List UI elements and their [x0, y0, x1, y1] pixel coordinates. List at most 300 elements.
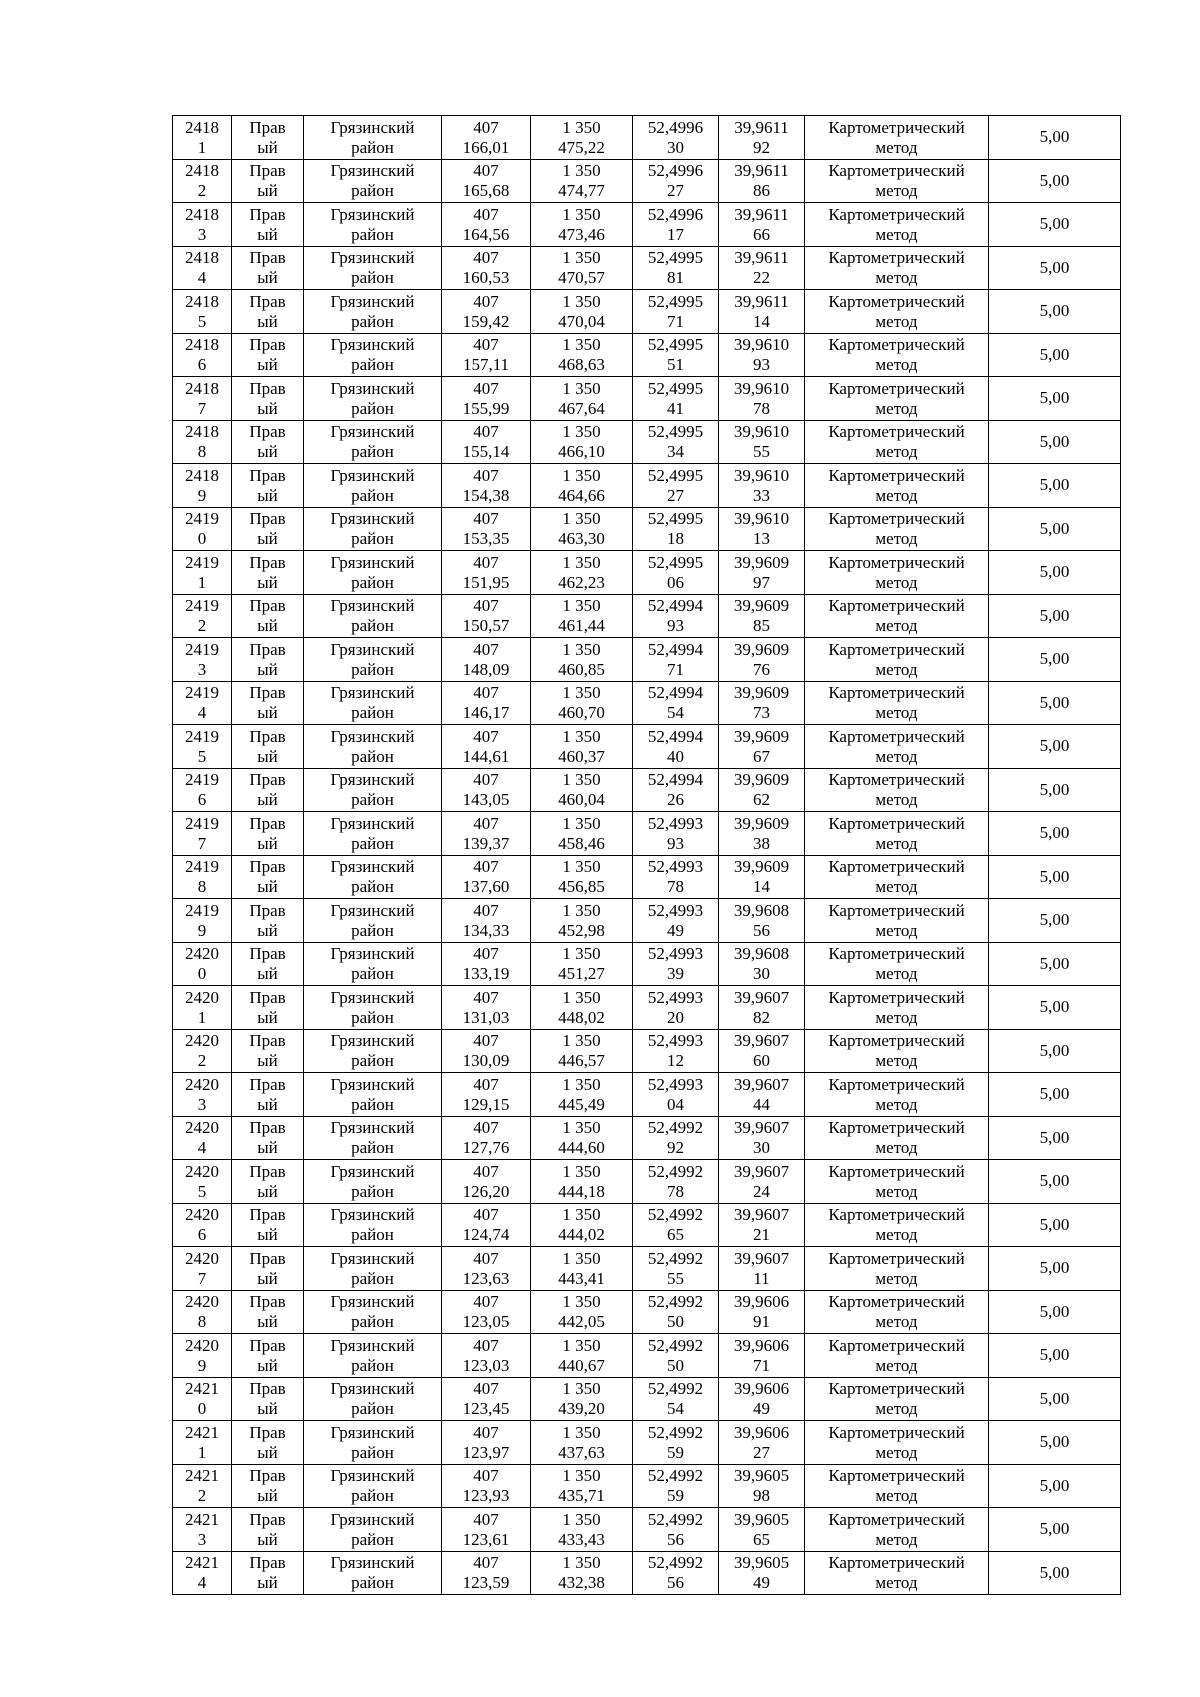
cell-text: 52,4992: [647, 1466, 704, 1486]
coord-x-cell: [442, 638, 531, 682]
method-cell: [805, 986, 989, 1030]
point-number-cell: [173, 377, 232, 421]
cell-text: район: [351, 311, 394, 331]
cell-text: 1 350: [562, 857, 601, 877]
cell-text: Прав: [249, 639, 286, 659]
latitude-cell: [633, 725, 719, 769]
cell-text: район: [351, 659, 394, 679]
table-row: [173, 464, 1121, 508]
cell-text: Прав: [249, 1422, 286, 1442]
cell-text: 2: [197, 181, 207, 201]
point-number-cell: [173, 203, 232, 247]
cell-text: Картометрический: [828, 857, 965, 877]
longitude-cell: [719, 551, 805, 595]
cell-text: Картометрический: [828, 1205, 965, 1225]
method-cell: [805, 507, 989, 551]
cell-text: 59: [667, 1486, 684, 1506]
cell-text: 460,04: [558, 790, 605, 810]
method-cell: [805, 638, 989, 682]
cell-text: метод: [875, 1486, 918, 1506]
cell-text: 93: [667, 833, 684, 853]
district-cell: [304, 1334, 442, 1378]
point-number-cell: [173, 986, 232, 1030]
cell-text: 1 350: [562, 117, 601, 137]
method-cell: [805, 1160, 989, 1204]
cell-text: Картометрический: [828, 204, 965, 224]
cell-text: 52,4995: [647, 291, 704, 311]
cell-text: 39,9605: [733, 1509, 790, 1529]
cell-text: 407: [473, 465, 499, 485]
district-cell: [304, 986, 442, 1030]
method-cell: [805, 377, 989, 421]
cell-text: 407: [473, 1031, 499, 1051]
cell-text: Грязинский: [330, 944, 415, 964]
accuracy-cell: [989, 681, 1121, 725]
cell-text: 9: [197, 485, 207, 505]
cell-text: район: [351, 616, 394, 636]
cell-text: 144,61: [462, 746, 510, 766]
longitude-cell: [719, 1247, 805, 1291]
cell-text: 5: [197, 311, 207, 331]
cell-text: метод: [875, 790, 918, 810]
coord-y-cell: [531, 1073, 633, 1117]
cell-text: 473,46: [558, 224, 605, 244]
cell-text: Грязинский: [330, 1118, 415, 1138]
point-number-cell: [173, 812, 232, 856]
coord-y-cell: [531, 1464, 633, 1508]
cell-text: 52,4996: [647, 161, 704, 181]
cell-text: 38: [753, 833, 770, 853]
cell-text: 407: [473, 1335, 499, 1355]
latitude-cell: [633, 420, 719, 464]
latitude-cell: [633, 594, 719, 638]
district-cell: [304, 1551, 442, 1595]
cell-text: Прав: [249, 465, 286, 485]
cell-text: 129,15: [462, 1094, 510, 1114]
cell-text: 50: [667, 1355, 684, 1375]
cell-text: 39,9610: [733, 335, 790, 355]
coord-x-cell: [442, 681, 531, 725]
table-row: [173, 1290, 1121, 1334]
cell-text: Картометрический: [828, 987, 965, 1007]
cell-text: 5,00: [1039, 649, 1070, 669]
cell-text: район: [351, 1181, 394, 1201]
cell-text: Картометрический: [828, 596, 965, 616]
cell-text: 468,63: [558, 355, 605, 375]
district-cell: [304, 1508, 442, 1552]
cell-text: метод: [875, 572, 918, 592]
cell-text: 91: [753, 1312, 770, 1332]
cell-text: район: [351, 920, 394, 940]
cell-text: Картометрический: [828, 1466, 965, 1486]
latitude-cell: [633, 855, 719, 899]
table-row: [173, 1073, 1121, 1117]
district-cell: [304, 1073, 442, 1117]
bank-side-cell: [232, 290, 304, 334]
cell-text: район: [351, 1051, 394, 1071]
coord-x-cell: [442, 551, 531, 595]
latitude-cell: [633, 377, 719, 421]
point-number-cell: [173, 290, 232, 334]
cell-text: 39,9611: [734, 204, 789, 224]
cell-text: 407: [473, 1379, 499, 1399]
accuracy-cell: [989, 986, 1121, 1030]
cell-text: 5,00: [1039, 1127, 1070, 1147]
cell-text: метод: [875, 833, 918, 853]
longitude-cell: [719, 464, 805, 508]
cell-text: 20: [667, 1007, 684, 1027]
cell-text: 5,00: [1039, 257, 1070, 277]
table-body: [173, 116, 1121, 1595]
cell-text: район: [351, 1355, 394, 1375]
cell-text: Грязинский: [330, 1553, 415, 1573]
cell-text: 39,9610: [733, 509, 790, 529]
cell-text: 155,99: [462, 398, 510, 418]
coord-x-cell: [442, 594, 531, 638]
longitude-cell: [719, 420, 805, 464]
cell-text: 143,05: [462, 790, 510, 810]
point-number-cell: [173, 246, 232, 290]
bank-side-cell: [232, 986, 304, 1030]
cell-text: 407: [473, 422, 499, 442]
cell-text: 151,95: [462, 572, 510, 592]
cell-text: 464,66: [558, 485, 605, 505]
bank-side-cell: [232, 551, 304, 595]
cell-text: 1 350: [562, 1553, 601, 1573]
cell-text: 123,61: [462, 1529, 510, 1549]
cell-text: 52,4992: [647, 1205, 704, 1225]
cell-text: 52,4993: [647, 900, 704, 920]
cell-text: 1 350: [562, 813, 601, 833]
cell-text: 39,9608: [733, 900, 790, 920]
cell-text: 2420: [185, 1074, 219, 1094]
cell-text: Картометрический: [828, 1509, 965, 1529]
coord-y-cell: [531, 159, 633, 203]
cell-text: 73: [753, 703, 770, 723]
cell-text: 3: [197, 659, 207, 679]
bank-side-cell: [232, 1421, 304, 1465]
cell-text: 93: [753, 355, 770, 375]
cell-text: ый: [257, 1486, 278, 1506]
cell-text: 14: [753, 311, 770, 331]
longitude-cell: [719, 1203, 805, 1247]
cell-text: Прав: [249, 161, 286, 181]
cell-text: 82: [753, 1007, 770, 1027]
coord-y-cell: [531, 855, 633, 899]
coord-x-cell: [442, 1160, 531, 1204]
cell-text: 435,71: [558, 1486, 605, 1506]
cell-text: 52,4995: [647, 509, 704, 529]
cell-text: 30: [753, 1138, 770, 1158]
coord-x-cell: [442, 1551, 531, 1595]
cell-text: ый: [257, 268, 278, 288]
cell-text: 52,4994: [647, 726, 704, 746]
cell-text: 5,00: [1039, 214, 1070, 234]
cell-text: 407: [473, 1074, 499, 1094]
point-number-cell: [173, 159, 232, 203]
cell-text: Прав: [249, 1335, 286, 1355]
cell-text: Прав: [249, 770, 286, 790]
cell-text: 2420: [185, 987, 219, 1007]
cell-text: 2418: [185, 204, 219, 224]
coord-y-cell: [531, 1116, 633, 1160]
cell-text: 81: [667, 268, 684, 288]
coord-y-cell: [531, 1508, 633, 1552]
cell-text: 2419: [185, 857, 219, 877]
latitude-cell: [633, 942, 719, 986]
bank-side-cell: [232, 333, 304, 377]
accuracy-cell: [989, 333, 1121, 377]
cell-text: метод: [875, 659, 918, 679]
cell-text: Прав: [249, 726, 286, 746]
cell-text: метод: [875, 1573, 918, 1593]
cell-text: 5,00: [1039, 692, 1070, 712]
bank-side-cell: [232, 420, 304, 464]
district-cell: [304, 1160, 442, 1204]
cell-text: Грязинский: [330, 770, 415, 790]
cell-text: 39,9607: [733, 1118, 790, 1138]
cell-text: Картометрический: [828, 552, 965, 572]
coord-y-cell: [531, 986, 633, 1030]
cell-text: 2419: [185, 509, 219, 529]
cell-text: 30: [753, 964, 770, 984]
cell-text: 2418: [185, 422, 219, 442]
coord-y-cell: [531, 290, 633, 334]
latitude-cell: [633, 1377, 719, 1421]
point-number-cell: [173, 1508, 232, 1552]
cell-text: 2418: [185, 335, 219, 355]
point-number-cell: [173, 420, 232, 464]
method-cell: [805, 1203, 989, 1247]
latitude-cell: [633, 768, 719, 812]
cell-text: Картометрический: [828, 1379, 965, 1399]
cell-text: 407: [473, 248, 499, 268]
cell-text: 123,59: [462, 1573, 510, 1593]
cell-text: ый: [257, 224, 278, 244]
longitude-cell: [719, 899, 805, 943]
cell-text: 123,97: [462, 1442, 510, 1462]
cell-text: 30: [667, 137, 684, 157]
cell-text: метод: [875, 398, 918, 418]
cell-text: ый: [257, 1355, 278, 1375]
cell-text: Грязинский: [330, 857, 415, 877]
point-number-cell: [173, 1334, 232, 1378]
cell-text: район: [351, 268, 394, 288]
coord-x-cell: [442, 1073, 531, 1117]
cell-text: 9: [197, 920, 207, 940]
point-number-cell: [173, 1116, 232, 1160]
cell-text: 39,9609: [733, 857, 790, 877]
table-row: [173, 1464, 1121, 1508]
cell-text: ый: [257, 1442, 278, 1462]
cell-text: 444,60: [558, 1138, 605, 1158]
coord-x-cell: [442, 290, 531, 334]
cell-text: 1 350: [562, 1422, 601, 1442]
table-row: [173, 159, 1121, 203]
cell-text: 39,9611: [734, 291, 789, 311]
cell-text: 39,9605: [733, 1466, 790, 1486]
cell-text: 407: [473, 509, 499, 529]
cell-text: Прав: [249, 857, 286, 877]
table-row: [173, 1160, 1121, 1204]
cell-text: 52,4992: [647, 1335, 704, 1355]
cell-text: 49: [753, 1399, 770, 1419]
cell-text: 5,00: [1039, 1084, 1070, 1104]
cell-text: 5,00: [1039, 1171, 1070, 1191]
cell-text: 2420: [185, 1292, 219, 1312]
cell-text: 40: [667, 746, 684, 766]
table-row: [173, 1029, 1121, 1073]
bank-side-cell: [232, 1551, 304, 1595]
district-cell: [304, 333, 442, 377]
cell-text: Грязинский: [330, 1335, 415, 1355]
cell-text: 39,9611: [734, 248, 789, 268]
cell-text: 52,4996: [647, 117, 704, 137]
method-cell: [805, 1334, 989, 1378]
cell-text: 407: [473, 378, 499, 398]
cell-text: 2419: [185, 770, 219, 790]
cell-text: 2420: [185, 1031, 219, 1051]
coord-y-cell: [531, 768, 633, 812]
cell-text: 7: [197, 1268, 207, 1288]
cell-text: район: [351, 703, 394, 723]
longitude-cell: [719, 507, 805, 551]
method-cell: [805, 420, 989, 464]
coord-y-cell: [531, 942, 633, 986]
district-cell: [304, 116, 442, 160]
cell-text: ый: [257, 659, 278, 679]
table-row: [173, 855, 1121, 899]
cell-text: район: [351, 529, 394, 549]
method-cell: [805, 551, 989, 595]
cell-text: 39,9611: [734, 161, 789, 181]
cell-text: 5,00: [1039, 431, 1070, 451]
coord-x-cell: [442, 1203, 531, 1247]
cell-text: район: [351, 1442, 394, 1462]
cell-text: 407: [473, 117, 499, 137]
method-cell: [805, 1421, 989, 1465]
cell-text: 52,4996: [647, 204, 704, 224]
cell-text: 5,00: [1039, 736, 1070, 756]
cell-text: 39,9610: [733, 465, 790, 485]
latitude-cell: [633, 1203, 719, 1247]
coord-y-cell: [531, 638, 633, 682]
cell-text: 22: [753, 268, 770, 288]
bank-side-cell: [232, 855, 304, 899]
cell-text: Картометрический: [828, 1422, 965, 1442]
table-row: [173, 1116, 1121, 1160]
cell-text: 56: [667, 1529, 684, 1549]
coord-x-cell: [442, 1508, 531, 1552]
cell-text: Прав: [249, 1031, 286, 1051]
cell-text: 62: [753, 790, 770, 810]
cell-text: 59: [667, 1442, 684, 1462]
point-number-cell: [173, 942, 232, 986]
cell-text: метод: [875, 355, 918, 375]
cell-text: 1 350: [562, 1335, 601, 1355]
cell-text: 1 350: [562, 1031, 601, 1051]
cell-text: 407: [473, 944, 499, 964]
cell-text: 52,4995: [647, 335, 704, 355]
cell-text: 52,4994: [647, 596, 704, 616]
accuracy-cell: [989, 1073, 1121, 1117]
cell-text: 146,17: [462, 703, 510, 723]
cell-text: Картометрический: [828, 639, 965, 659]
cell-text: район: [351, 1094, 394, 1114]
method-cell: [805, 333, 989, 377]
longitude-cell: [719, 246, 805, 290]
cell-text: Прав: [249, 1466, 286, 1486]
longitude-cell: [719, 290, 805, 334]
latitude-cell: [633, 638, 719, 682]
bank-side-cell: [232, 1073, 304, 1117]
longitude-cell: [719, 725, 805, 769]
accuracy-cell: [989, 1116, 1121, 1160]
cell-text: 466,10: [558, 442, 605, 462]
cell-text: 4: [197, 268, 207, 288]
cell-text: метод: [875, 1225, 918, 1245]
cell-text: район: [351, 181, 394, 201]
cell-text: 52,4995: [647, 552, 704, 572]
district-cell: [304, 1203, 442, 1247]
cell-text: 1 350: [562, 422, 601, 442]
accuracy-cell: [989, 464, 1121, 508]
latitude-cell: [633, 507, 719, 551]
cell-text: 2419: [185, 596, 219, 616]
cell-text: 2421: [185, 1509, 219, 1529]
table-row: [173, 1203, 1121, 1247]
cell-text: ый: [257, 1138, 278, 1158]
cell-text: 407: [473, 1422, 499, 1442]
cell-text: 86: [753, 181, 770, 201]
coord-y-cell: [531, 1160, 633, 1204]
bank-side-cell: [232, 116, 304, 160]
cell-text: Картометрический: [828, 378, 965, 398]
coord-y-cell: [531, 1334, 633, 1378]
district-cell: [304, 1464, 442, 1508]
cell-text: 3: [197, 1529, 207, 1549]
cell-text: 1 350: [562, 378, 601, 398]
cell-text: метод: [875, 311, 918, 331]
cell-text: 39,9608: [733, 944, 790, 964]
cell-text: ый: [257, 529, 278, 549]
cell-text: 39,9607: [733, 1205, 790, 1225]
bank-side-cell: [232, 725, 304, 769]
cell-text: 2418: [185, 161, 219, 181]
cell-text: 5,00: [1039, 170, 1070, 190]
cell-text: Грязинский: [330, 335, 415, 355]
longitude-cell: [719, 1464, 805, 1508]
accuracy-cell: [989, 1421, 1121, 1465]
cell-text: 50: [667, 1312, 684, 1332]
cell-text: 5,00: [1039, 823, 1070, 843]
cell-text: 3: [197, 1094, 207, 1114]
cell-text: 123,63: [462, 1268, 510, 1288]
table-row: [173, 812, 1121, 856]
cell-text: метод: [875, 1312, 918, 1332]
cell-text: 442,05: [558, 1312, 605, 1332]
bank-side-cell: [232, 1029, 304, 1073]
cell-text: 2420: [185, 1248, 219, 1268]
cell-text: 71: [667, 659, 684, 679]
cell-text: 39,9609: [733, 552, 790, 572]
cell-text: 139,37: [462, 833, 510, 853]
cell-text: 131,03: [462, 1007, 510, 1027]
cell-text: район: [351, 398, 394, 418]
cell-text: метод: [875, 616, 918, 636]
cell-text: 52,4994: [647, 639, 704, 659]
cell-text: Грязинский: [330, 509, 415, 529]
